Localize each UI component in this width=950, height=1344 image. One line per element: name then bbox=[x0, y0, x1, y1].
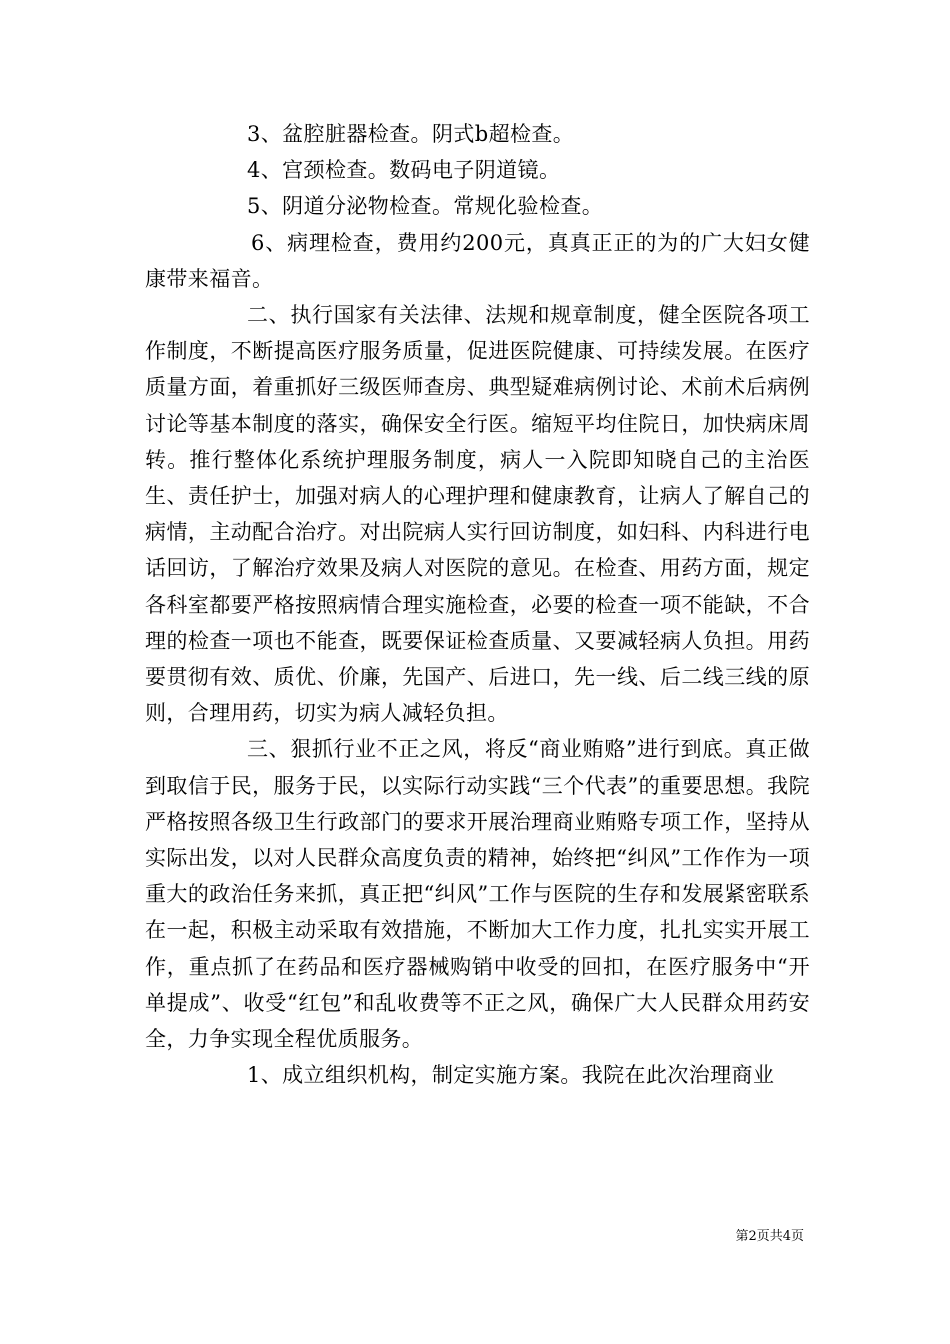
page-number-footer: 第2页共4页 bbox=[735, 1229, 804, 1244]
list-item-4: 4、宫颈检查。数码电子阴道镜。 bbox=[247, 158, 561, 183]
list-item-5: 5、阴道分泌物检查。常规化验检查。 bbox=[247, 194, 604, 219]
section-three-paragraph: 三、狠抓行业不正之风，将反“商业贿赂”进行到底。真正做到取信于民，服务于民，以实际行动实践“三个代表”的重要思想。我院严格按照各级卫生行政部门的要求开展治理商业贿赂专项工作，坚持从实际出发，以对人民群众高度负责的精神，始终把“纠风”工作作为一项重大的政治任务来抓，真正把“纠风”工作与医院的生存和发展紧密联系在一起，积极主动采取有效措施，不断加大工作力度，扎扎实实开展工作，重点抓了在药品和医疗器械购销中收受的回扣，在医疗服务中“开单提成”、收受“红包”和乱收费等不正之风，确保广大人民群众用药安全，力争实现全程优质服务。 bbox=[145, 737, 810, 1052]
subsection-1-paragraph: 1、成立组织机构，制定实施方案。我院在此次治理商业 bbox=[247, 1063, 775, 1088]
list-item-6: 6、病理检查，费用约200元，真真正正的为的广大妇女健康带来福音。 bbox=[145, 230, 810, 291]
list-item-3: 3、盆腔脏器检查。阴式b超检查。 bbox=[247, 122, 575, 146]
section-two-paragraph: 二、执行国家有关法律、法规和规章制度，健全医院各项工作制度，不断提高医疗服务质量，促进医院健康、可持续发展。在医疗质量方面，着重抓好三级医师查房、典型疑难病例讨论、术前术后病例讨论等基本制度的落实，确保安全行医。缩短平均住院日，加快病床周转。推行整体化系统护理服务制度，病人一入院即知晓自己的主治医生、责任护士，加强对病人的心理护理和健康教育，让病人了解自己的病情，主动配合治疗。对出院病人实行回访制度，如妇科、内科进行电话回访，了解治疗效果及病人对医院的意见。在检查、用药方面，规定各科室都要严格按照病情合理实施检查，必要的检查一项不能缺，不合理的检查一项也不能查，既要保证检查质量、又要减轻病人负担。用药要贯彻有效、质优、价廉，先国产、后进口，先一线、后二线三线的原则，合理用药，切实为病人减轻负担。 bbox=[145, 303, 810, 726]
document-body bbox=[145, 116, 810, 1093]
